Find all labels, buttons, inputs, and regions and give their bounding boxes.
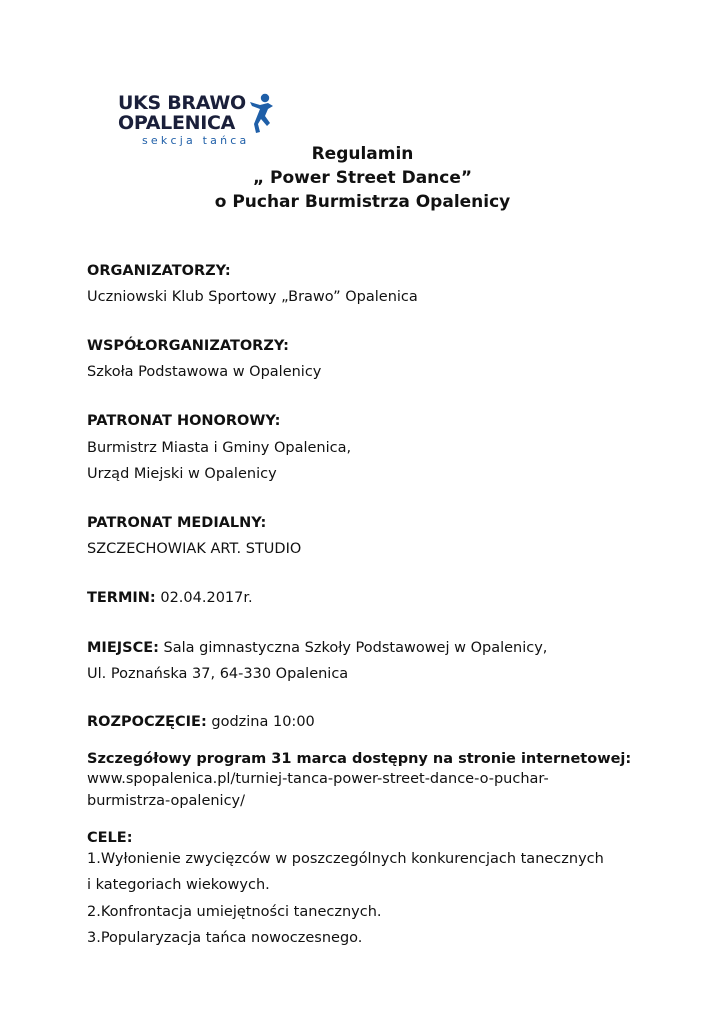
- program-heading: Szczegółowy program 31 marca dostępny na stronie internetowej:: [87, 751, 632, 767]
- document-title-line-2: „ Power Street Dance”: [252, 168, 473, 188]
- goals-heading: CELE:: [87, 830, 133, 846]
- dancer-icon: [246, 90, 276, 136]
- coorganizers-heading: WSPÓŁORGANIZATORZY:: [87, 338, 289, 354]
- start-line: [87, 714, 315, 730]
- place-line-1: [87, 640, 547, 656]
- goal-item-1b: i kategoriach wiekowych.: [87, 877, 270, 893]
- goal-item-1a: 1.Wyłonienie zwycięzców w poszczególnych konkurencjach tanecznych: [87, 851, 604, 867]
- honorary-line-1: Burmistrz Miasta i Gminy Opalenica,: [87, 440, 352, 456]
- organizers-heading: ORGANIZATORZY:: [87, 263, 231, 279]
- document-title-line-1: Regulamin: [311, 144, 414, 164]
- place-line-2: Ul. Poznańska 37, 64-330 Opalenica: [87, 666, 349, 682]
- date-label: TERMIN:: [87, 590, 156, 606]
- date-line: [87, 590, 253, 606]
- media-value: SZCZECHOWIAK ART. STUDIO: [87, 541, 302, 557]
- date-value: 02.04.2017r.: [155, 590, 253, 606]
- logo-subtitle: sekcja tańca: [142, 134, 250, 147]
- coorganizers-value: Szkoła Podstawowa w Opalenicy: [87, 364, 322, 380]
- program-url-line-2: burmistrza-opalenicy/: [87, 793, 246, 809]
- organizers-value: Uczniowski Klub Sportowy „Brawo” Opalenica: [87, 289, 418, 305]
- goal-item-3: 3.Popularyzacja tańca nowoczesnego.: [87, 930, 363, 946]
- start-value: godzina 10:00: [206, 714, 315, 730]
- honorary-line-2: Urząd Miejski w Opalenicy: [87, 466, 277, 482]
- honorary-heading: PATRONAT HONOROWY:: [87, 413, 281, 429]
- logo-line-1: UKS BRAWO: [118, 92, 246, 114]
- start-label: ROZPOCZĘCIE:: [87, 714, 207, 730]
- document-title-line-3: o Puchar Burmistrza Opalenicy: [214, 192, 511, 212]
- logo-line-2: OPALENICA: [118, 112, 236, 134]
- program-url-line-1: www.spopalenica.pl/turniej-tanca-power-street-dance-o-puchar-: [87, 771, 549, 787]
- club-logo: [118, 90, 278, 150]
- goal-item-2: 2.Konfrontacja umiejętności tanecznych.: [87, 904, 382, 920]
- place-label: MIEJSCE:: [87, 640, 159, 656]
- media-heading: PATRONAT MEDIALNY:: [87, 515, 267, 531]
- place-value: Sala gimnastyczna Szkoły Podstawowej w Opalenicy,: [158, 640, 548, 656]
